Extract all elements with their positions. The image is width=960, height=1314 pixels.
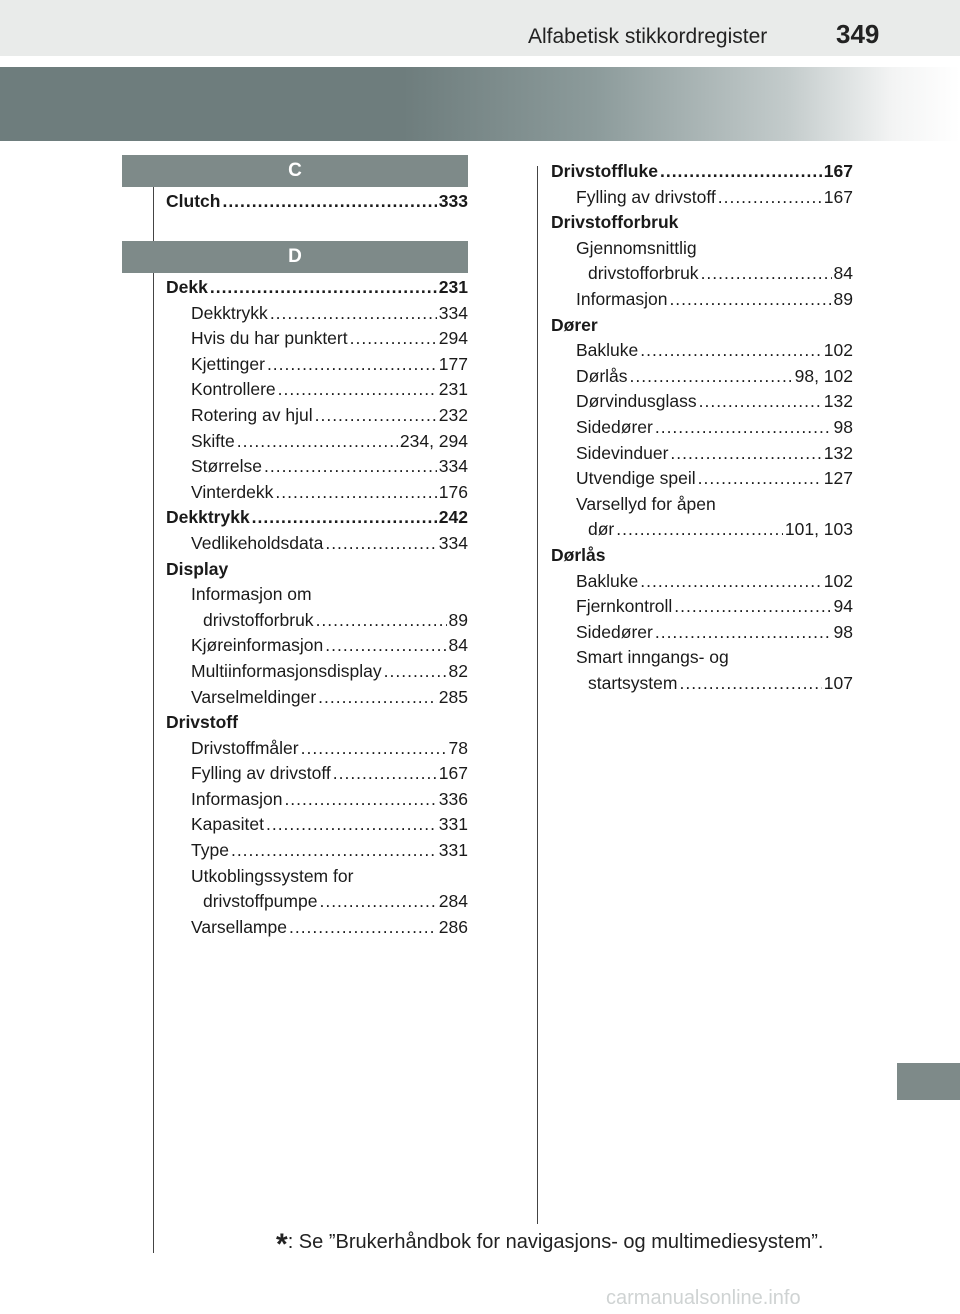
index-entry <box>166 429 468 455</box>
index-entry <box>551 159 853 185</box>
index-entry <box>166 889 468 915</box>
dot-leader <box>325 633 446 659</box>
entry-page-ref: 242 <box>438 507 468 528</box>
dot-leader <box>275 480 436 506</box>
section-header-c <box>122 155 468 187</box>
entry-page-ref: 231 <box>438 379 468 400</box>
page-header-title: Alfabetisk stikkordregister <box>528 25 768 48</box>
footnote <box>276 1222 824 1261</box>
entry-page-ref: 78 <box>448 737 468 758</box>
index-entry <box>551 287 853 313</box>
entry-page-ref: 331 <box>438 840 468 861</box>
entry-term: Fylling av drivstoff <box>576 186 716 207</box>
entry-page-ref: 98 <box>833 621 853 642</box>
dot-leader <box>264 454 437 480</box>
left-column-rule <box>153 185 154 1253</box>
index-entry <box>551 338 853 364</box>
index-entry <box>551 466 853 492</box>
index-entry <box>166 275 468 301</box>
entry-page-ref: 286 <box>438 916 468 937</box>
entry-term: Sidevinduer <box>576 442 669 463</box>
dot-leader <box>284 787 436 813</box>
dot-leader <box>325 531 436 557</box>
dot-leader <box>718 185 822 211</box>
entry-term: Dekktrykk <box>191 302 268 323</box>
footnote-text: : Se ”Brukerhåndbok for navigasjons- og multimediesystem”. <box>287 1231 824 1253</box>
section-header-d <box>122 241 468 273</box>
entry-page-ref: 334 <box>438 456 468 477</box>
dot-leader <box>231 838 437 864</box>
index-entry <box>166 812 468 838</box>
dot-leader <box>350 326 437 352</box>
entry-page-ref: 167 <box>438 763 468 784</box>
entry-term: Kjøreinformasjon <box>191 635 324 656</box>
index-entry <box>166 659 468 685</box>
entry-page-ref: 132 <box>823 391 853 412</box>
index-entry <box>551 185 853 211</box>
dot-leader <box>289 915 437 941</box>
entry-term: Type <box>191 840 229 861</box>
index-entry <box>166 838 468 864</box>
entry-term: dør <box>588 519 615 540</box>
entry-page-ref: 231 <box>438 277 468 297</box>
index-entry <box>551 594 853 620</box>
entry-page-ref: 98 <box>833 416 853 437</box>
dot-leader <box>252 505 437 531</box>
dot-leader <box>315 403 437 429</box>
index-entry <box>551 364 853 390</box>
index-entry <box>166 377 468 403</box>
entry-term: Rotering av hjul <box>191 404 313 425</box>
entry-page-ref: 336 <box>438 788 468 809</box>
dot-leader <box>278 377 437 403</box>
index-entry <box>551 389 853 415</box>
dot-leader <box>630 364 793 390</box>
entry-page-ref: 84 <box>833 263 853 284</box>
right-column-entries <box>551 159 853 696</box>
entry-page-ref: 334 <box>438 302 468 323</box>
entry-term: Drivstoffluke <box>551 161 658 181</box>
index-entry <box>166 301 468 327</box>
index-entry <box>166 480 468 506</box>
dot-leader <box>655 415 832 441</box>
top-bar <box>0 0 960 56</box>
entry-page-ref: 284 <box>438 891 468 912</box>
entry-term: Dekk <box>166 277 208 297</box>
dot-leader <box>270 301 437 327</box>
index-heading: Dørlås <box>551 544 606 565</box>
entry-page-ref: 127 <box>823 468 853 489</box>
entry-term: drivstofforbruk <box>588 263 699 284</box>
index-heading: Smart inngangs- og <box>576 647 729 668</box>
entry-term: Sidedører <box>576 416 653 437</box>
entry-page-ref: 167 <box>823 161 853 181</box>
index-entry <box>166 352 468 378</box>
dot-leader <box>333 761 437 787</box>
dot-leader <box>316 608 447 634</box>
index-heading: Dører <box>551 314 598 335</box>
dot-leader <box>222 189 436 215</box>
entry-term: Skifte <box>191 430 235 451</box>
entry-term: Varsellampe <box>191 916 287 937</box>
dot-leader <box>670 441 821 467</box>
entry-term: startsystem <box>588 672 678 693</box>
index-heading: Drivstoff <box>166 712 238 733</box>
dot-leader <box>616 517 783 543</box>
entry-page-ref: 102 <box>823 570 853 591</box>
entry-term: Drivstoffmåler <box>191 737 299 758</box>
index-entry <box>551 517 853 543</box>
index-heading: Gjennomsnittlig <box>576 237 697 258</box>
index-entry <box>166 454 468 480</box>
entry-term: Kjettinger <box>191 353 265 374</box>
entry-term: Fylling av drivstoff <box>191 763 331 784</box>
index-heading: Varsellyd for åpen <box>576 493 716 514</box>
index-entry <box>166 505 468 531</box>
entry-page-ref: 102 <box>823 340 853 361</box>
entry-term: Informasjon <box>576 288 668 309</box>
entry-page-ref: 94 <box>833 596 853 617</box>
entry-page-ref: 331 <box>438 814 468 835</box>
entry-page-ref: 132 <box>823 442 853 463</box>
entry-term: Dørvindusglass <box>576 391 697 412</box>
entry-page-ref: 89 <box>833 288 853 309</box>
dot-leader <box>701 261 832 287</box>
entry-page-ref: 232 <box>438 404 468 425</box>
page-number: 349 <box>836 19 880 49</box>
entry-page-ref: 98, 102 <box>794 365 853 386</box>
index-entry <box>551 415 853 441</box>
dot-leader <box>655 620 832 646</box>
index-entry <box>166 736 468 762</box>
entry-term: Dekktrykk <box>166 507 250 528</box>
index-entry <box>551 671 853 697</box>
index-side-tab <box>897 1063 960 1100</box>
index-heading: Utkoblingssystem for <box>191 865 354 886</box>
section-c-entries <box>166 189 468 215</box>
dot-leader <box>384 659 447 685</box>
entry-page-ref: 82 <box>448 660 468 681</box>
dot-leader <box>210 275 437 301</box>
dot-leader <box>301 736 447 762</box>
dot-leader <box>267 352 437 378</box>
dot-leader <box>266 812 437 838</box>
index-entry <box>166 189 468 215</box>
entry-page-ref: 177 <box>438 353 468 374</box>
entry-page-ref: 285 <box>438 686 468 707</box>
section-letter: D <box>288 246 302 267</box>
entry-term: Bakluke <box>576 340 639 361</box>
entry-term: drivstofforbruk <box>203 609 314 630</box>
dot-leader <box>640 338 822 364</box>
dot-leader <box>640 569 822 595</box>
section-letter: C <box>288 160 302 181</box>
index-entry <box>166 685 468 711</box>
section-d-entries <box>166 275 468 940</box>
entry-page-ref: 89 <box>448 609 468 630</box>
index-heading: Drivstofforbruk <box>551 212 679 233</box>
entry-page-ref: 294 <box>438 328 468 349</box>
index-entry <box>166 531 468 557</box>
dot-leader <box>318 685 437 711</box>
entry-page-ref: 334 <box>438 532 468 553</box>
index-entry <box>551 261 853 287</box>
entry-term: Kontrollere <box>191 379 276 400</box>
header-band <box>0 67 960 141</box>
index-heading: Informasjon om <box>191 584 312 605</box>
dot-leader <box>698 466 822 492</box>
index-entry <box>166 326 468 352</box>
dot-leader <box>699 389 822 415</box>
entry-term: Hvis du har punktert <box>191 328 348 349</box>
dot-leader <box>679 671 821 697</box>
entry-page-ref: 176 <box>438 481 468 502</box>
entry-term: Clutch <box>166 191 221 211</box>
entry-page-ref: 101, 103 <box>784 519 853 540</box>
entry-page-ref: 107 <box>823 672 853 693</box>
entry-term: drivstoffpumpe <box>203 891 318 912</box>
entry-term: Størrelse <box>191 456 262 477</box>
watermark: carmanualsonline.info <box>606 1287 801 1309</box>
entry-term: Vinterdekk <box>191 481 274 502</box>
dot-leader <box>669 287 831 313</box>
index-entry <box>166 761 468 787</box>
column-divider-rule <box>537 166 538 1224</box>
entry-term: Multiinformasjonsdisplay <box>191 660 382 681</box>
index-entry <box>166 915 468 941</box>
entry-term: Vedlikeholdsdata <box>191 532 324 553</box>
index-entry <box>166 787 468 813</box>
dot-leader <box>237 429 398 455</box>
footnote-star: * <box>276 1228 288 1261</box>
entry-term: Bakluke <box>576 570 639 591</box>
entry-term: Fjernkontroll <box>576 596 673 617</box>
entry-term: Dørlås <box>576 365 628 386</box>
index-entry <box>551 441 853 467</box>
index-entry <box>166 633 468 659</box>
dot-leader <box>674 594 831 620</box>
dot-leader <box>319 889 436 915</box>
index-entry <box>166 608 468 634</box>
index-entry <box>551 620 853 646</box>
index-entry <box>166 403 468 429</box>
dot-leader <box>660 159 822 185</box>
entry-page-ref: 167 <box>823 186 853 207</box>
entry-page-ref: 234, 294 <box>399 430 468 451</box>
entry-page-ref: 333 <box>438 191 468 211</box>
entry-page-ref: 84 <box>448 635 468 656</box>
entry-term: Informasjon <box>191 788 283 809</box>
entry-term: Utvendige speil <box>576 468 696 489</box>
entry-term: Kapasitet <box>191 814 264 835</box>
entry-term: Sidedører <box>576 621 653 642</box>
index-entry <box>551 569 853 595</box>
entry-term: Varselmeldinger <box>191 686 317 707</box>
index-heading: Display <box>166 558 229 579</box>
